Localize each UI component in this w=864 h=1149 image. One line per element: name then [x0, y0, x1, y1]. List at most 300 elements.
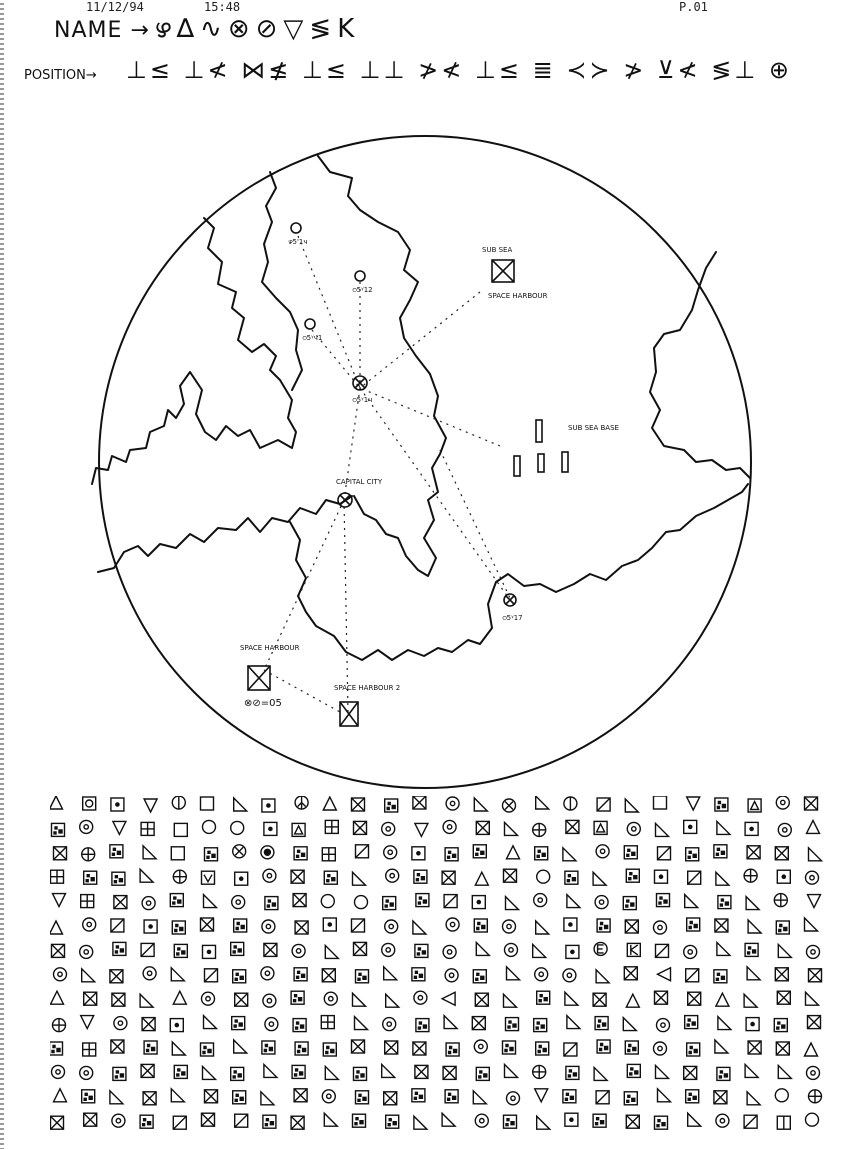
symbol-sq-hatch [113, 942, 126, 955]
symbol-sq-x [295, 921, 308, 934]
symbol-sq-slash [658, 847, 671, 860]
symbol-tri-r [717, 942, 730, 955]
symbol-tri-down [415, 823, 428, 836]
symbol-sq-hatch [414, 870, 427, 883]
symbol-sq [654, 796, 667, 809]
symbol-circle-dot [443, 945, 456, 958]
symbol-sq-hatch [262, 1041, 275, 1054]
symbol-circle-dot [778, 823, 791, 836]
symbol-tri-r [82, 969, 95, 982]
symbol-sq-x [475, 993, 488, 1006]
symbol-sq-x [111, 1040, 124, 1053]
symbol-sq-x [205, 1090, 218, 1103]
symbol-circle-dot [627, 822, 640, 835]
symbol-tri [50, 796, 63, 809]
symbol-tri-r [625, 799, 638, 812]
space-harbour-label-1: SPACE HARBOUR [488, 292, 548, 300]
symbol-sq-x [415, 1065, 428, 1078]
symbol-tri-r [507, 967, 520, 980]
symbol-circle-dot [596, 845, 609, 858]
symbol-tri [51, 991, 64, 1004]
symbol-sq-slash [111, 919, 124, 932]
coastline-center-west [262, 172, 302, 390]
symbol-sq-hatch [205, 848, 218, 861]
symbol-circle-cross [774, 894, 787, 907]
city-code-main: ഠ5ᵞ1ч [352, 396, 373, 404]
symbol-sq-hatch [263, 1115, 276, 1128]
symbol-circle-dot [385, 920, 398, 933]
symbol-sq-x [114, 896, 127, 909]
symbol-tri-r [565, 992, 578, 1005]
symbol-sq-hatch [445, 1090, 458, 1103]
symbol-circle-x [233, 845, 246, 858]
symbol-sq-dot [777, 870, 790, 883]
symbol-sq-hatch [174, 944, 187, 957]
symbol-sq-hatch [503, 1041, 516, 1054]
symbol-sq-dot [170, 1019, 183, 1032]
symbol-sq-x [748, 1041, 761, 1054]
symbol-sq [171, 847, 184, 860]
symbol-sq-x [775, 847, 788, 860]
symbol-sq-hatch [566, 1066, 579, 1079]
position-label: POSITION→ [24, 68, 97, 83]
symbol-circle-dot [414, 991, 427, 1004]
symbol-sq-hatch [52, 823, 65, 836]
symbol-tri [173, 991, 186, 1004]
symbol-tri-r [745, 1064, 758, 1077]
symbol-sq-hatch [685, 1016, 698, 1029]
symbol-tri-r [414, 1116, 427, 1129]
symbol-sq-hatch [412, 968, 425, 981]
symbol-circle [775, 1089, 788, 1102]
symbol-sq-x [809, 969, 822, 982]
symbol-sq-x [776, 1042, 789, 1055]
symbol-tri-r [744, 994, 757, 1007]
symbol-circle [203, 820, 216, 833]
symbol-sq-x [112, 993, 125, 1006]
symbol-tri-r [143, 846, 156, 859]
symbol-sq-hatch [687, 1043, 700, 1056]
symbol-sq-hatch [354, 1067, 367, 1080]
city-marker-north-east [355, 271, 365, 281]
symbol-sq-x [504, 869, 517, 882]
symbol-tri-down [81, 1016, 94, 1029]
symbol-circle-dot [474, 1040, 487, 1053]
symbol-circle [321, 895, 334, 908]
symbol-sq-dot [564, 918, 577, 931]
symbol-circle-dot [806, 871, 819, 884]
symbol-circle-dot [80, 945, 93, 958]
symbol-sq-hatch [412, 1089, 425, 1102]
symbol-circle-dot [142, 897, 155, 910]
sub-sea-base-tower-4 [562, 452, 568, 472]
symbol-tri-r [567, 1016, 580, 1029]
symbol-sq-hatch [82, 1090, 95, 1103]
symbol-circle-dot [265, 1018, 278, 1031]
symbol-tri-r [324, 1113, 337, 1126]
symbol-sq-hatch [473, 845, 486, 858]
symbol-circle-dot [535, 968, 548, 981]
symbol-circle-dot [80, 1066, 93, 1079]
symbol-sq-slash [352, 919, 365, 932]
symbol-sq-x [291, 1116, 304, 1129]
symbol-sq-cross [141, 822, 154, 835]
symbol-tri-r [747, 1092, 760, 1105]
symbol-sq-hatch [774, 1019, 787, 1032]
symbol-circle-dot [503, 920, 516, 933]
city-code-north-east: ഠ5ᵞ12 [352, 286, 373, 294]
symbol-tri-r [384, 967, 397, 980]
symbol-sq-hatch [50, 1042, 63, 1055]
symbol-sq-hatch [534, 1019, 547, 1032]
symbol-sq-x [143, 1092, 156, 1105]
symbol-circle-dot [54, 968, 67, 981]
symbol-sq-hatch [565, 871, 578, 884]
symbol-sq-hatch [416, 894, 429, 907]
symbol-sq-x [84, 992, 97, 1005]
symbol-sq-hatch [324, 871, 337, 884]
symbol-sq-x [714, 1091, 727, 1104]
symbol-circle-dot [383, 1018, 396, 1031]
symbol-circle-hatch [261, 846, 274, 859]
symbol-sq-x [235, 993, 248, 1006]
symbol-sq-hatch [201, 1043, 214, 1056]
symbol-sq-x [354, 821, 367, 834]
symbol-sq-dot [684, 820, 697, 833]
symbol-sq-x [385, 1041, 398, 1054]
symbol-tri [323, 797, 336, 810]
symbol-sq-dot [264, 822, 277, 835]
symbol-circle-cross [82, 848, 95, 861]
symbol-sq-dot [262, 799, 275, 812]
symbol-sq-hatch [626, 869, 639, 882]
symbol-sq-slash [444, 895, 457, 908]
symbol-sq-hatch [144, 1041, 157, 1054]
symbol-circle-dot [716, 1114, 729, 1127]
symbol-sq-slash [686, 969, 699, 982]
symbol-sq-dot [111, 798, 124, 811]
symbol-sq-hatch [536, 1042, 549, 1055]
symbol-sq-x [443, 1066, 456, 1079]
symbol-tri-r [658, 1089, 671, 1102]
symbol-circle [231, 821, 244, 834]
fax-page-number: P.01 [679, 0, 708, 14]
symbol-sq-x [52, 944, 65, 957]
fax-date: 11/12/94 [86, 0, 144, 14]
symbol-sq-hatch [657, 894, 670, 907]
sub-sea-base-label: SUB SEA BASE [568, 424, 619, 432]
symbol-sq-x [625, 920, 638, 933]
symbol-circle-dot [505, 943, 518, 956]
symbol-tri-r [536, 796, 549, 809]
symbol-sq-hatch [234, 919, 247, 932]
symbol-tri-r [656, 1065, 669, 1078]
symbol-tri-r [234, 1040, 247, 1053]
symbol-sq-hatch [265, 897, 278, 910]
symbol-tri-r [353, 872, 366, 885]
symbol-tri-r [355, 1017, 368, 1030]
symbol-sq-cross [325, 820, 338, 833]
symbol-sq-hatch [686, 848, 699, 861]
symbol-sq-hatch [474, 919, 487, 932]
symbol-sq-x [51, 1116, 64, 1129]
symbol-tri-r [140, 869, 153, 882]
symbol-sq-x [322, 969, 335, 982]
symbol-sq-slash [235, 1114, 248, 1127]
symbol-tri [475, 872, 488, 885]
symbol-tri-r [476, 942, 489, 955]
symbol-sq-hatch [293, 1019, 306, 1032]
symbol-tri-r [325, 1066, 338, 1079]
symbol-circle-dot [776, 796, 789, 809]
symbol-tri-r [746, 897, 759, 910]
symbol-sq-x [352, 1040, 365, 1053]
symbol-sq-slash [597, 798, 610, 811]
symbol-tri-r [656, 823, 669, 836]
symbol-sq-hatch [597, 919, 610, 932]
symbol-sq-hatch [356, 970, 369, 983]
symbol-sq-slash [656, 944, 669, 957]
symbol-tri-r [413, 921, 426, 934]
symbol-sq-tri [748, 799, 761, 812]
symbol-sq-x [476, 821, 489, 834]
space-harbour-code: ⊗⊘=05 [244, 698, 282, 709]
symbol-tri-r [809, 848, 822, 861]
symbol-circle-dot [386, 869, 399, 882]
symbol-sq [174, 823, 187, 836]
symbol-sq-x [808, 1016, 821, 1029]
symbol-sq-v [202, 871, 215, 884]
symbol-sq-x [688, 992, 701, 1005]
symbol-sq-x [593, 993, 606, 1006]
symbol-sq-x [201, 918, 214, 931]
symbol-tri-l [442, 992, 455, 1005]
symbol-tri-r [505, 1064, 518, 1077]
symbol-sq-hatch [714, 845, 727, 858]
symbol-sq-hatch [323, 1043, 336, 1056]
symbol-circle-dot [382, 822, 395, 835]
symbol-sq-x [352, 798, 365, 811]
symbol-sq-hatch [715, 798, 728, 811]
symbol-tri-r [382, 1064, 395, 1077]
symbol-tri-r [325, 945, 338, 958]
symbol-sq-hatch [112, 872, 125, 885]
symbol-circle-dot [654, 921, 667, 934]
city-code-north: ഴ5'1ч [288, 238, 308, 246]
symbol-sq-hatch [291, 991, 304, 1004]
symbol-sq-hatch [504, 1115, 517, 1128]
space-harbour-label-2: SPACE HARBOUR [240, 644, 300, 652]
symbol-sq-slash [564, 1043, 577, 1056]
symbol-sq-hatch [294, 968, 307, 981]
symbol-sq-hatch [535, 847, 548, 860]
symbol-circle-cross [173, 870, 186, 883]
symbol-tri-down [687, 797, 700, 810]
symbol-sq-hatch [84, 871, 97, 884]
symbol-sq-k [627, 943, 640, 956]
symbol-sq-hatch [416, 1019, 429, 1032]
symbol-circle [355, 896, 368, 909]
symbol-sq-x [442, 871, 455, 884]
symbol-sq-hatch [597, 1040, 610, 1053]
symbol-sq-dot [412, 847, 425, 860]
symbol-sq-x [413, 1042, 426, 1055]
symbol-sq-hatch [294, 847, 307, 860]
symbol-sq-x [805, 797, 818, 810]
symbol-tri-down [113, 821, 126, 834]
symbol-sq-dot [566, 945, 579, 958]
symbol-circle-dot [263, 994, 276, 1007]
symbol-circle-pk [295, 796, 308, 809]
symbol-tri [50, 921, 63, 934]
symbol-sq-hatch [356, 1091, 369, 1104]
symbol-tri-r [504, 994, 517, 1007]
symbol-tri-r [353, 993, 366, 1006]
symbol-sq-hatch [686, 1090, 699, 1103]
coastline-river [318, 156, 446, 576]
symbol-sq-hatch [446, 1043, 459, 1056]
name-glyphs: ഴ∆∿⊗⊘▽≶K [154, 14, 361, 44]
symbol-circle-dot [324, 992, 337, 1005]
symbol-tri-r [171, 1089, 184, 1102]
symbol-circle-dot [263, 869, 276, 882]
symbol-tri-r [685, 895, 698, 908]
symbol-circle-cross [744, 869, 757, 882]
sub-sea-base-tower-3 [538, 454, 544, 472]
symbol-circle-dot [446, 797, 459, 810]
symbol-tri-r [204, 895, 217, 908]
symbol-sq-hatch [563, 1090, 576, 1103]
symbol-sq-slash [205, 969, 218, 982]
symbol-circle-dot [446, 918, 459, 931]
symbol-tri-r [533, 944, 546, 957]
symbol-circle-dot [507, 1092, 520, 1105]
symbol-circle-cross [533, 823, 546, 836]
symbol-sq-hatch [385, 799, 398, 812]
symbol-circle-dot [114, 1017, 127, 1030]
symbol-tri [626, 994, 639, 1007]
symbol-tri-r [261, 1092, 274, 1105]
symbol-sq-hatch [174, 1065, 187, 1078]
symbol-tri-r [805, 918, 818, 931]
symbol-sq-x [142, 1018, 155, 1031]
symbol-sq-cross [322, 848, 335, 861]
symbol-tri-down [535, 1089, 548, 1102]
symbol-sq-hatch [745, 943, 758, 956]
symbol-sq-dot [144, 920, 157, 933]
symbol-sq-x [264, 943, 277, 956]
coastline-east [650, 252, 750, 478]
symbol-tri-r [567, 895, 580, 908]
symbol-sq-tri [292, 823, 305, 836]
sub-sea-base-tower-1 [536, 420, 542, 442]
symbol-circle-dot [292, 944, 305, 957]
symbol-sq-cross [51, 870, 64, 883]
symbol-sq-hatch [383, 897, 396, 910]
symbol-circle-e [594, 942, 607, 955]
symbol-sq-hatch [506, 1018, 519, 1031]
symbol-circle-dot [475, 1114, 488, 1127]
symbol-circle-dot [807, 1066, 820, 1079]
symbol-tri-r [563, 848, 576, 861]
symbol-sq-bar [777, 1116, 790, 1129]
symbol-sq-hatch [231, 942, 244, 955]
symbol-sq-dot [203, 945, 216, 958]
symbol-tri-r [505, 822, 518, 835]
symbol-sq-x [624, 967, 637, 980]
symbol-circle-dot [384, 846, 397, 859]
symbol-sq-slash [356, 845, 369, 858]
sub-sea-label: SUB SEA [482, 246, 513, 254]
symbol-sq-slash [688, 871, 701, 884]
symbol-sq-x [291, 870, 304, 883]
symbol-sq-x [747, 846, 760, 859]
city-code-west: ഠ5ᵞч1 [302, 334, 323, 342]
symbol-sq-dot [323, 918, 336, 931]
symbol-circle-dot [563, 969, 576, 982]
symbol-circle-dot [322, 1090, 335, 1103]
symbol-tri-r [536, 921, 549, 934]
symbol-circle-dot [232, 896, 245, 909]
symbol-sq-hatch [537, 991, 550, 1004]
symbol-sq-cross [321, 1016, 334, 1029]
symbol-sq-x [293, 894, 306, 907]
capital-city-label: CAPITAL CITY [336, 478, 383, 486]
symbol-sq-slash [744, 1115, 757, 1128]
symbol-sq-hatch [170, 894, 183, 907]
symbol-sq-slash [173, 1116, 186, 1129]
symbol-circle-half [564, 797, 577, 810]
city-code-southeast: ഠ5ᵞ17 [502, 614, 523, 622]
symbol-sq-cross [81, 895, 94, 908]
symbol-sq-hatch [445, 848, 458, 861]
symbol-sq-x [202, 1113, 215, 1126]
symbol-circle-dot [80, 820, 93, 833]
symbol-tri-r [593, 872, 606, 885]
symbol-sq-dot [745, 822, 758, 835]
symbol-circle-x [503, 799, 516, 812]
name-label: NAME → [54, 18, 150, 43]
symbol-tri-r [264, 1064, 277, 1077]
symbol-tri-down [808, 895, 821, 908]
sub-sea-base-tower-2 [514, 456, 520, 476]
symbol-tri-r [747, 967, 760, 980]
city-marker-north [291, 223, 301, 233]
symbol-sq-hatch [140, 1115, 153, 1128]
symbol-tri [807, 820, 820, 833]
symbol-sq-hatch [776, 921, 789, 934]
symbol-tri-down [53, 894, 66, 907]
symbol-tri-r [386, 994, 399, 1007]
symbol-circle-dot [52, 1065, 65, 1078]
symbol-sq-x [141, 1064, 154, 1077]
symbol-sq-hatch [627, 1064, 640, 1077]
symbol-sq-hatch [718, 896, 731, 909]
symbol-tri-r [171, 968, 184, 981]
symbol-sq-hatch [476, 1067, 489, 1080]
symbol-tri-r [718, 1017, 731, 1030]
symbol-tri-r [688, 1113, 701, 1126]
symbol-sq-x [84, 1113, 97, 1126]
symbol-sq-slash [141, 943, 154, 956]
symbol-sq-x [110, 970, 123, 983]
symbol-sq-hatch [623, 897, 636, 910]
symbol-sq-hatch [624, 846, 637, 859]
symbol-sq-x [566, 820, 579, 833]
symbol-circle-dot [807, 945, 820, 958]
symbol-tri-r [596, 970, 609, 983]
symbol-sq-hatch [231, 1067, 244, 1080]
